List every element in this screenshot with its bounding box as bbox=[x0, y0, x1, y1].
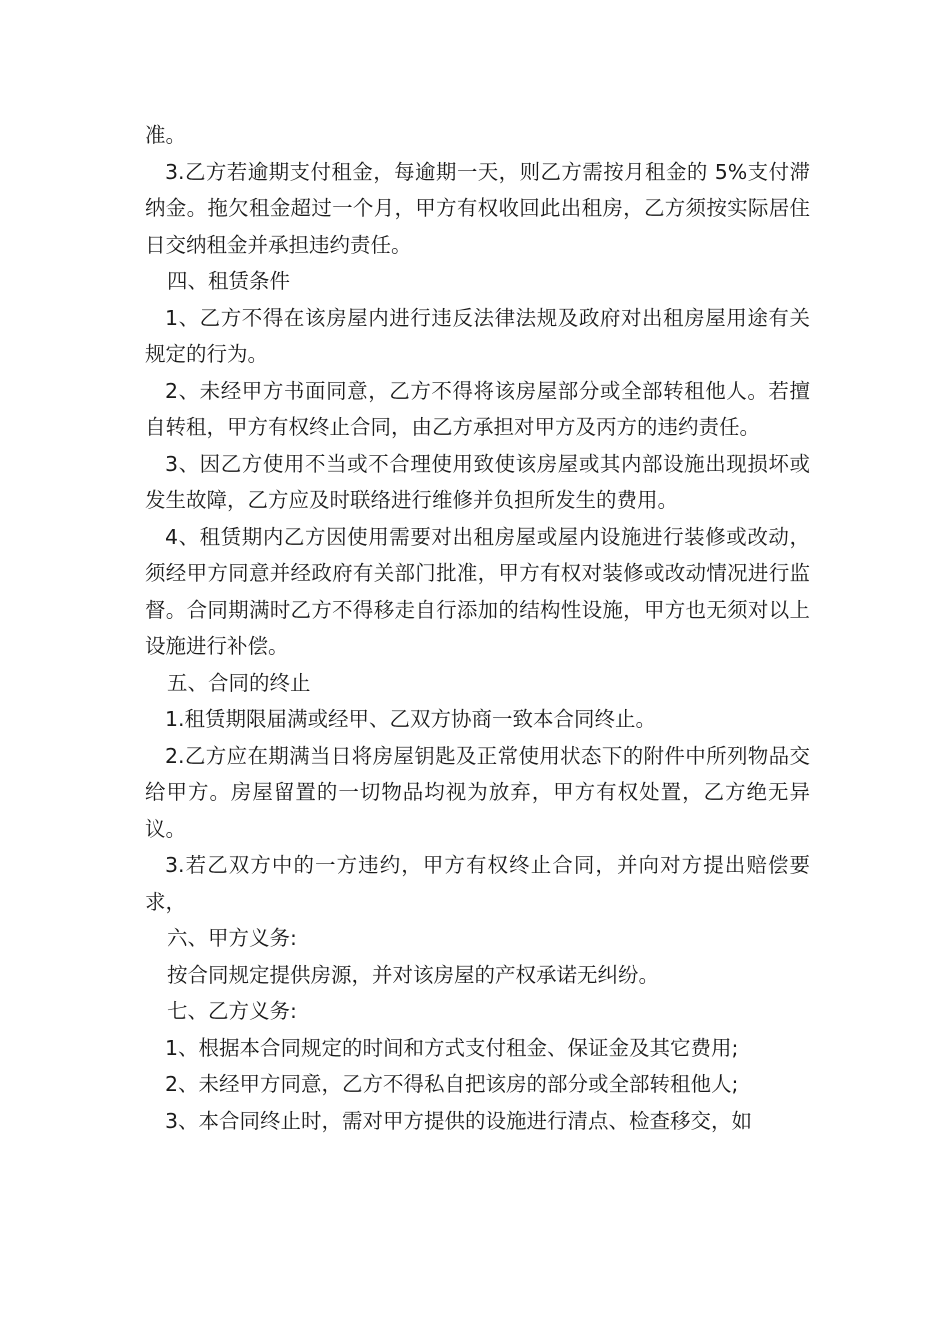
paragraph-12: 按合同规定提供房源，并对该房屋的产权承诺无纠纷。 bbox=[167, 962, 659, 987]
section-heading-6: 六、甲方义务: bbox=[167, 926, 297, 950]
paragraph-10: 3.若乙双方中的一方违约，甲方有权终止合同，并向对方提出赔偿要求， bbox=[145, 853, 810, 914]
paragraph-0: 准。 bbox=[145, 123, 186, 147]
paragraph-9: 2.乙方应在期满当日将房屋钥匙及正常使用状态下的附件中所列物品交给甲方。房屋留置的一切物品均视为放弃，甲方有权处置，乙方绝无异议。 bbox=[145, 743, 810, 841]
paragraph-14: 1、根据本合同规定的时间和方式支付租金、保证金及其它费用; bbox=[165, 1035, 739, 1060]
section-heading-7: 七、乙方义务: bbox=[167, 999, 297, 1023]
paragraph-16: 3、本合同终止时，需对甲方提供的设施进行清点、检查移交，如 bbox=[165, 1108, 753, 1133]
paragraph-6: 4、租赁期内乙方因使用需要对出租房屋或屋内设施进行装修或改动，须经甲方同意并经政府有关部门批准，甲方有权对装修或改动情况进行监督。合同期满时乙方不得移走自行添加的结构性设施，甲方也无须对以上设施进行补偿。 bbox=[145, 524, 810, 658]
section-heading-4: 四、租赁条件 bbox=[167, 269, 290, 293]
paragraph-15: 2、未经甲方同意，乙方不得私自把该房的部分或全部转租他人; bbox=[165, 1072, 739, 1096]
paragraph-3: 1、乙方不得在该房屋内进行违反法律法规及政府对出租房屋用途有关规定的行为。 bbox=[145, 305, 810, 366]
section-heading-5: 五、合同的终止 bbox=[167, 670, 311, 695]
paragraph-5: 3、因乙方使用不当或不合理使用致使该房屋或其内部设施出现损坏或发生故障，乙方应及时联络进行维修并负担所发生的费用。 bbox=[145, 451, 810, 512]
contract-body bbox=[145, 117, 810, 1139]
paragraph-8: 1.租赁期限届满或经甲、乙双方协商一致本合同终止。 bbox=[165, 707, 657, 731]
paragraph-4: 2、未经甲方书面同意，乙方不得将该房屋部分或全部转租他人。若擅自转租，甲方有权终止合同，由乙方承担对甲方及丙方的违约责任。 bbox=[145, 378, 810, 439]
paragraph-1: 3.乙方若逾期支付租金，每逾期一天，则乙方需按月租金的 5%支付滞纳金。拖欠租金超过一个月，甲方有权收回此出租房，乙方须按实际居住日交纳租金并承担违约责任。 bbox=[145, 159, 810, 257]
